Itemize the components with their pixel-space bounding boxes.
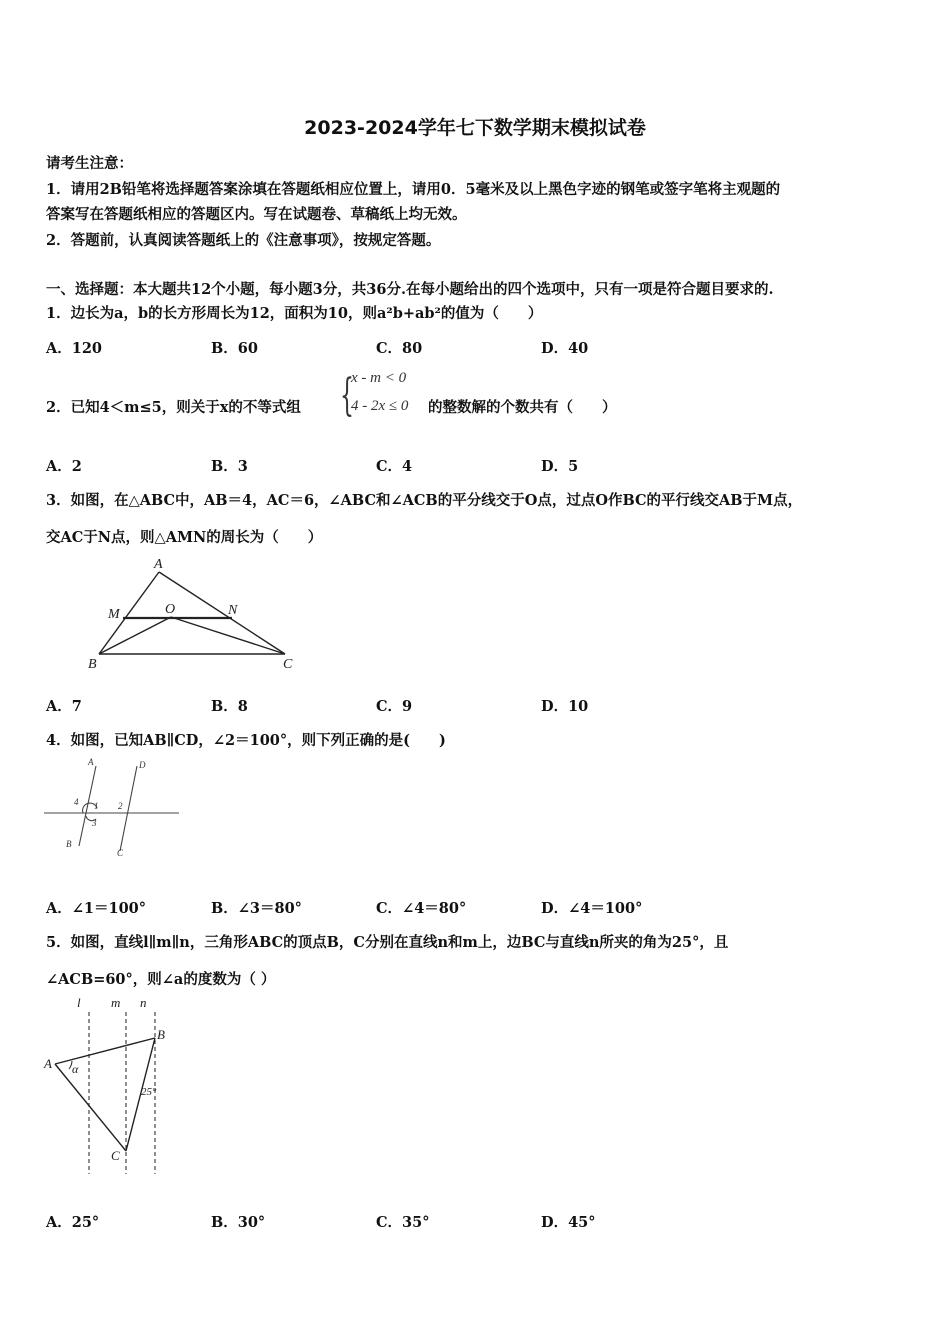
q2-option-b: B．3 (211, 458, 248, 475)
q4-option-d: D．∠4＝100° (541, 900, 643, 917)
label-m: M (108, 607, 120, 622)
question-1: 1．边长为a，b的长方形周长为12，面积为10，则a²b+ab²的值为（ ） (46, 305, 543, 322)
label-b: B (157, 1027, 165, 1042)
q1-option-b: B．60 (211, 340, 258, 357)
question-2-prefix: 2．已知4＜m≤5，则关于x的不等式组 (46, 399, 301, 416)
segment-ac (159, 572, 285, 654)
notice-line-1: 1．请用2B铅笔将选择题答案涂填在答题纸相应位置上，请用0．5毫米及以上黑色字迹的钢笔或签字笔将主观题的 (46, 181, 781, 198)
label-25-degrees: 25° (141, 1086, 157, 1098)
segment-ac (55, 1064, 126, 1151)
q3-option-d: D．10 (541, 698, 589, 715)
notice-heading: 请考生注意： (46, 155, 133, 172)
inequality-system (340, 368, 428, 424)
inequality-1: x - m < 0 (351, 370, 407, 386)
q3-option-b: B．8 (211, 698, 248, 715)
line-dc (120, 766, 137, 851)
label-c: C (111, 1148, 120, 1163)
q2-option-c: C．4 (376, 458, 413, 475)
question-3-line-2: 交AC于N点，则△AMN的周长为（ ） (46, 529, 323, 546)
q1-option-a: A．120 (46, 340, 103, 357)
page-title: 2023-2024学年七下数学期末模拟试卷 (304, 117, 646, 139)
label-n: n (140, 995, 147, 1010)
inequality-2: 4 - 2x ≤ 0 (351, 398, 409, 414)
triangle-figure (80, 552, 310, 674)
angle-label-4: 4 (74, 797, 79, 807)
q4-option-a: A．∠1＝100° (46, 900, 147, 917)
q5-option-b: B．30° (211, 1214, 266, 1231)
label-alpha: α (72, 1062, 79, 1076)
q5-option-c: C．35° (376, 1214, 430, 1231)
label-n: N (228, 603, 238, 618)
segment-oc (171, 617, 285, 654)
question-3-line-1: 3．如图，在△ABC中，AB＝4，AC＝6，∠ABC和∠ACB的平分线交于O点，过点O作BC的平行线交AB于M点， (46, 492, 803, 509)
label-b: B (66, 839, 72, 849)
segment-bo (99, 617, 171, 654)
angle-label-1: 1 (94, 801, 99, 811)
question-2-suffix: 的整数解的个数共有（ ） (428, 399, 617, 416)
brace-icon: { (340, 370, 354, 421)
q5-option-a: A．25° (46, 1214, 100, 1231)
triangle-parallel-figure (40, 994, 180, 1178)
question-5-line-2: ∠ACB=60°，则∠a的度数为（ ） (46, 971, 276, 988)
label-a: A (88, 757, 94, 767)
label-d: D (139, 760, 146, 770)
q2-option-d: D．5 (541, 458, 579, 475)
q2-option-a: A．2 (46, 458, 82, 475)
label-o: O (165, 602, 176, 617)
label-l: l (77, 995, 81, 1010)
notice-line-2: 2．答题前，认真阅读答题纸上的《注意事项》，按规定答题。 (46, 232, 441, 249)
q1-option-d: D．40 (541, 340, 589, 357)
question-5-line-1: 5．如图，直线l∥m∥n，三角形ABC的顶点B，C分别在直线n和m上，边BC与直线n所夹的角为25°，且 (46, 934, 729, 951)
label-c: C (117, 848, 124, 858)
segment-ab (55, 1038, 155, 1064)
label-m: m (111, 995, 121, 1010)
q3-option-a: A．7 (46, 698, 82, 715)
label-a: A (154, 557, 163, 572)
notice-line-1b: 答案写在答题纸相应的答题区内。写在试题卷、草稿纸上均无效。 (46, 206, 467, 223)
label-c: C (283, 657, 293, 672)
section-heading: 一、选择题：本大题共12个小题，每小题3分，共36分.在每小题给出的四个选项中，只有一项是符合题目要求的. (46, 281, 774, 298)
q4-option-c: C．∠4＝80° (376, 900, 467, 917)
label-b: B (88, 657, 97, 672)
question-4: 4．如图，已知AB∥CD，∠2＝100°，则下列正确的是( ) (46, 732, 446, 749)
q3-option-c: C．9 (376, 698, 413, 715)
q4-option-b: B．∠3＝80° (211, 900, 302, 917)
angle-label-3: 3 (92, 818, 97, 828)
q5-option-d: D．45° (541, 1214, 596, 1231)
q1-option-c: C．80 (376, 340, 423, 357)
parallel-lines-figure (42, 756, 187, 862)
angle-label-2: 2 (118, 801, 123, 811)
label-a: A (44, 1056, 52, 1071)
